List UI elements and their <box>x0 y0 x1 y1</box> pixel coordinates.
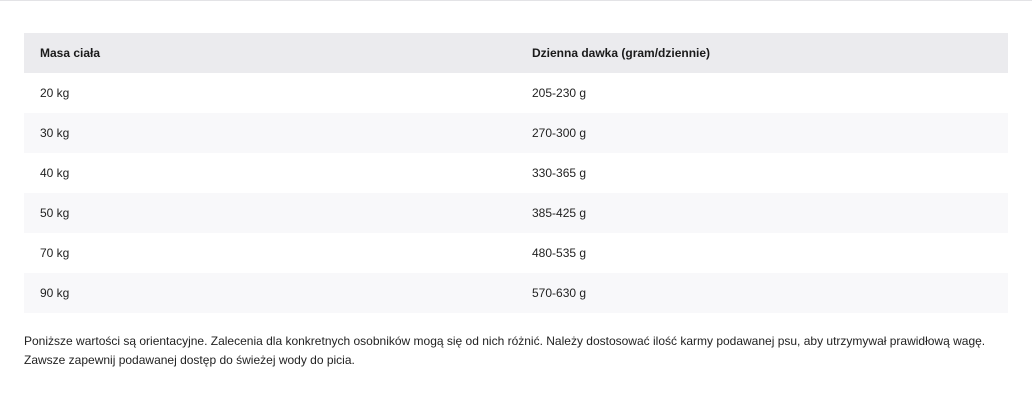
table-header-row <box>24 33 1008 73</box>
cell-daily-dose: 270-300 g <box>532 126 587 140</box>
table-row <box>24 193 1008 233</box>
water-note: Zawsze zapewnij podawanej dostęp do świeżej wody do picia. <box>24 353 355 367</box>
cell-body-weight: 20 kg <box>40 86 70 100</box>
cell-daily-dose: 570-630 g <box>532 286 587 300</box>
cell-body-weight: 30 kg <box>40 126 70 140</box>
cell-body-weight: 90 kg <box>40 286 70 300</box>
cell-body-weight: 70 kg <box>40 246 70 260</box>
table-row <box>24 233 1008 273</box>
table-row <box>24 273 1008 313</box>
cell-body-weight: 40 kg <box>40 166 70 180</box>
top-divider <box>0 0 1032 1</box>
table-row <box>24 153 1008 193</box>
cell-daily-dose: 385-425 g <box>532 206 587 220</box>
disclaimer-note: Poniższe wartości są orientacyjne. Zalecenia dla konkretnych osobników mogą się od nich różnić. Należy dostosować ilość karmy podawanej psu, aby utrzymywał prawidłową wagę. <box>24 334 986 348</box>
feeding-table-header <box>24 33 1008 73</box>
feeding-table-body <box>24 73 1008 313</box>
cell-body-weight: 50 kg <box>40 206 70 220</box>
header-body-weight: Masa ciała <box>40 46 101 60</box>
cell-daily-dose: 330-365 g <box>532 166 587 180</box>
table-row <box>24 73 1008 113</box>
table-row <box>24 113 1008 153</box>
feeding-notes <box>24 332 1008 370</box>
feeding-table <box>24 33 1008 313</box>
cell-daily-dose: 205-230 g <box>532 86 587 100</box>
cell-daily-dose: 480-535 g <box>532 246 587 260</box>
header-daily-dose: Dzienna dawka (gram/dziennie) <box>532 46 711 60</box>
